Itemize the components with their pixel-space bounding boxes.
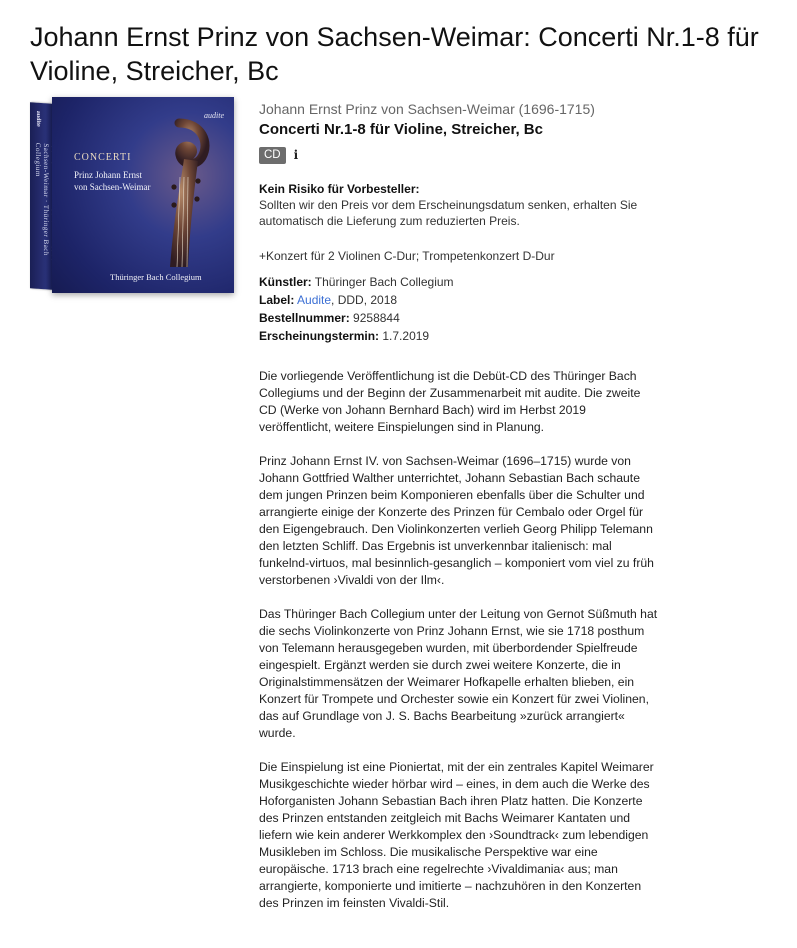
product-meta [259,274,789,345]
artist-label: Künstler: [259,275,312,289]
preorder-notice [259,181,789,229]
product-details [259,100,789,346]
info-icon[interactable]: i [293,148,299,162]
release-date-row [259,328,789,345]
album-cover-image[interactable] [30,97,234,293]
description-paragraph-3: Das Thüringer Bach Collegium unter der Leitung von Gernot Süßmuth hat die sechs Violinkonzerte von Prinz Johann Ernst, wie sie 1718 posthum von Telemann herausgegeben wurden, mit überbordender Spielfreude eingespielt. Ergänzt werden sie durch zwei weitere Konzerte, die in Originalstimmensätzen der Weimarer Hofkapelle erhalten blieben, ein Konzert für Trompete und Orchester sowie ein Konzert für zwei Violinen, das auf Grundlage von J. S. Bachs Bearbeitung »zurück arrangiert« wurde. [259,607,658,740]
page-title: Johann Ernst Prinz von Sachsen-Weimar: Concerti Nr.1-8 für Violine, Streicher, Bc [30,22,759,86]
description-paragraph-1: Die vorliegende Veröffentlichung ist die Debüt-CD des Thüringer Bach Collegiums und der Beginn der Zusammenarbeit mit audite. Die zweite CD (Werke von Johann Bernhard Bach) wird im Herbst 2019 veröffentlicht, weitere Einspielungen sind in Planung. [259,369,641,434]
order-number-label: Bestellnummer: [259,311,350,325]
label-row [259,292,789,309]
work-title: Concerti Nr.1-8 für Violine, Streicher, Bc [259,121,543,138]
spine-text: Sachsen-Weimar · Thüringer Bach Collegium [34,142,50,257]
format-row [259,146,789,164]
release-date-value: 1.7.2019 [382,329,430,343]
notice-heading: Kein Risiko für Vorbesteller: [259,182,420,196]
label-link[interactable]: Audite [297,293,332,307]
order-number-value: 9258844 [353,311,400,325]
release-date-label: Erscheinungstermin: [259,329,380,343]
artist-row [259,274,789,291]
format-badge: CD [259,147,286,164]
cover-ensemble: Thüringer Bach Collegium [110,272,202,282]
order-number-row [259,310,789,327]
description-paragraph-4: Die Einspielung ist eine Pioniertat, mit der ein zentrales Kapitel Weimarer Musikgeschichte wieder hörbar wird – eines, in dem auch die Werke des Hoforganisten Johann Sebastian Bach ihren Platz hatten. Die Konzerte des Prinzen entstanden zeitgleich mit Bachs Weimarer Kantaten und liefern wie kein anderer Werkkomplex den ›Soundtrack‹ zum lebendigen Musikleben im Schloss. Die musikalische Perspektive war eine europäische. 1713 brach eine regelrechte ›Vivaldimania‹ aus; man arrangierte, komponierte und imitierte – nachzuhören in den Konzerten des Prinzen im feinsten Vivaldi-Stil. [259,760,654,910]
composer-name[interactable]: Johann Ernst Prinz von Sachsen-Weimar (1696-1715) [259,101,595,117]
violin-scroll-illustration [144,117,214,267]
cover-spine [30,102,52,290]
cover-subtitle-line2: von Sachsen-Weimar [74,182,151,192]
label-details: , DDD, 2018 [331,293,398,307]
artist-value: Thüringer Bach Collegium [314,275,454,289]
spine-logo: audite [35,110,41,128]
label-label: Label: [259,293,295,307]
product-description [259,368,659,929]
notice-text: Sollten wir den Preis vor dem Erscheinungsdatum senken, erhalten Sie automatisch die Lieferung zum reduzierten Preis. [259,198,638,228]
description-paragraph-2: Prinz Johann Ernst IV. von Sachsen-Weimar (1696–1715) wurde von Johann Gottfried Walther unterrichtet, Johann Sebastian Bach schaute dem jungen Prinzen beim Komponieren ebenfalls über die Schulter und arrangierte einige der Konzerte des Prinzen für Cembalo oder Orgel für den Eigengebrauch. Den Violinkonzerten verlieh Georg Philipp Telemann den letzten Schliff. Das Ergebnis ist unverkennbar italienisch: mal funkelnd-virtuos, mal besinnlich-gesanglich – komponiert vom viel zu früh verstorbenen ›Vivaldi von der Ilm‹. [259,454,654,587]
cover-brand-logo: audite [204,111,224,120]
cover-title: CONCERTI [74,152,132,163]
additional-works: +Konzert für 2 Violinen C-Dur; Trompetenkonzert D-Dur [259,249,555,263]
cover-subtitle-line1: Prinz Johann Ernst [74,170,142,180]
cover-front [52,97,234,293]
